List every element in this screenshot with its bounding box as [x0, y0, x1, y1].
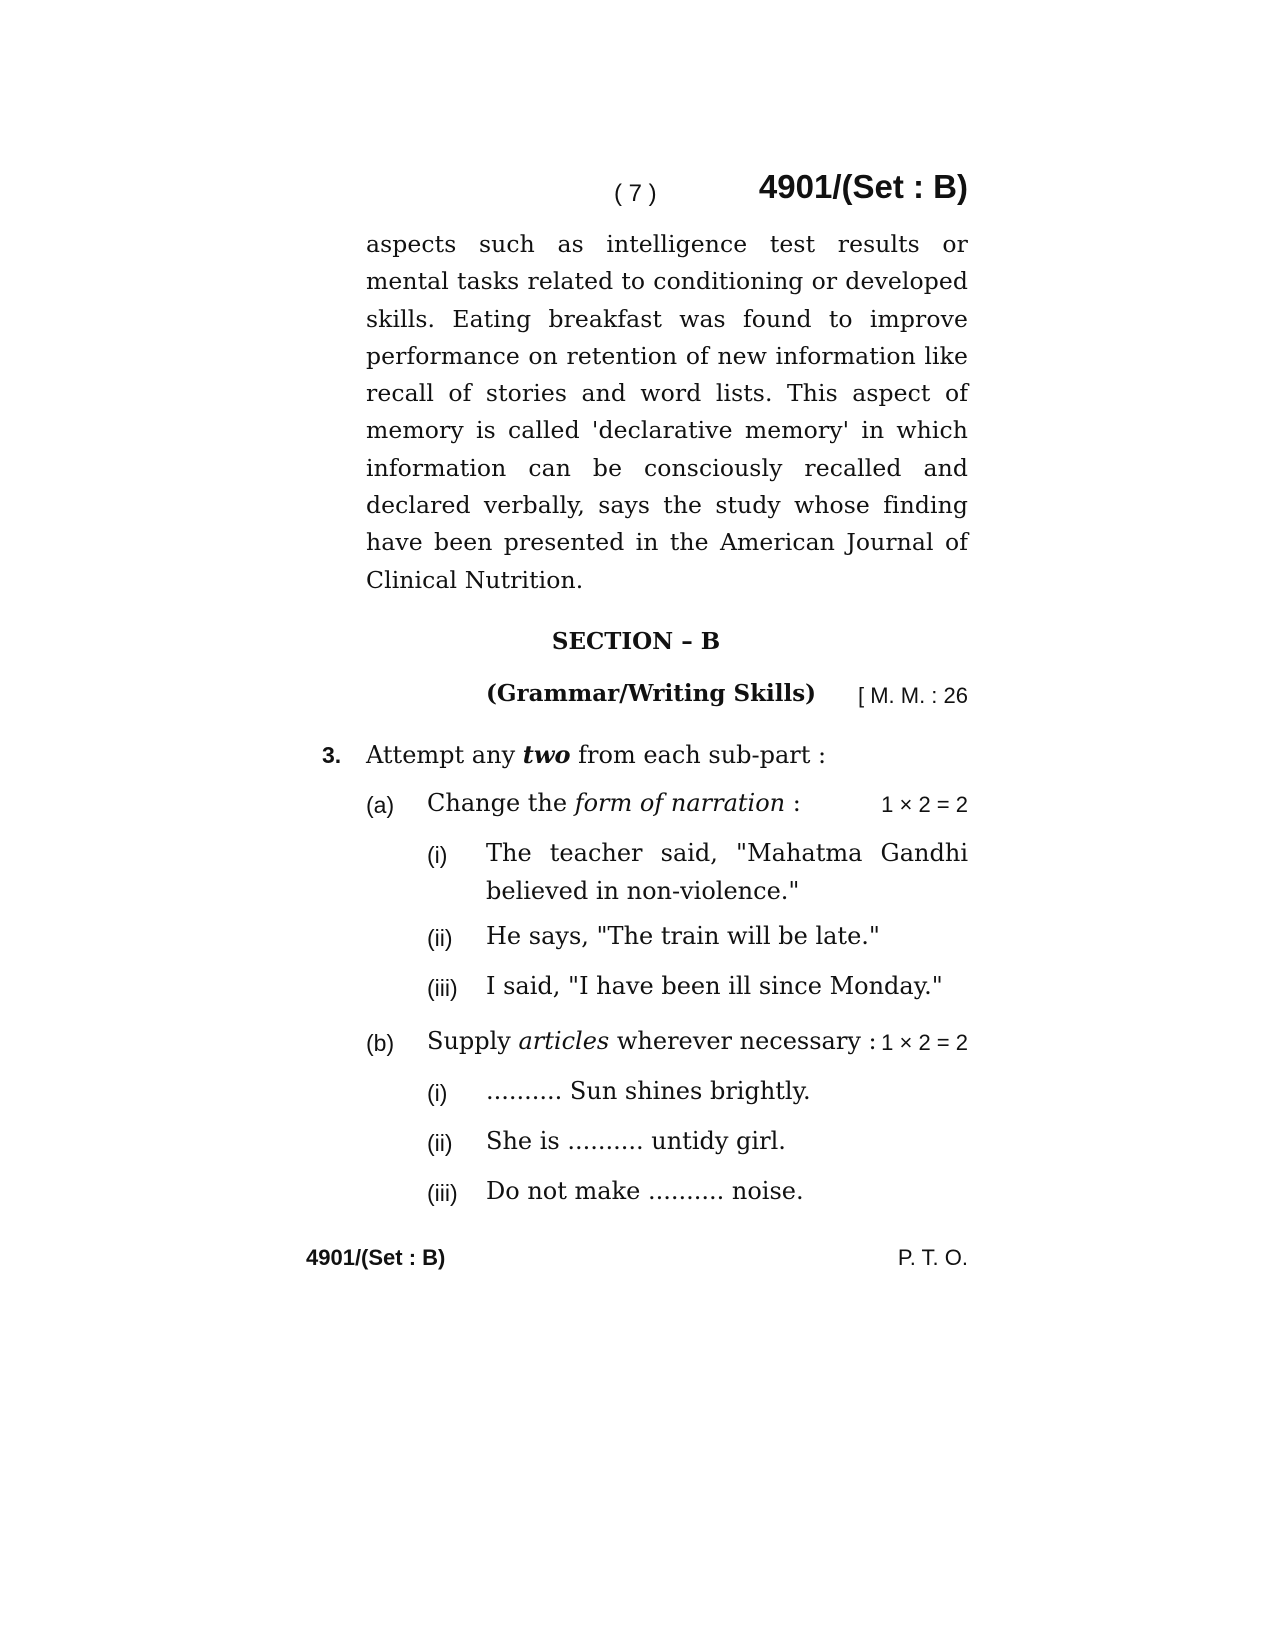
reading-passage: aspects such as intelligence test results or mental tasks related to conditioning or developed skills. Eating breakfast was found to improve performance on retention of new information like recall of stories and word lists. This aspect of memory is called 'declarative memory' in which information can be consciously recalled and declared verbally, says the study whose finding have been presented in the American Journal of Clinical Nutrition. [366, 230, 968, 594]
sub-part-a-instruction [427, 789, 801, 817]
page-number: ( 7 ) [614, 180, 657, 207]
instruction-text: from each sub-part : [570, 741, 827, 769]
instruction-text: : [785, 789, 801, 817]
instruction-emphasis: articles [518, 1027, 610, 1055]
sub-part-b-marks: 1 × 2 = 2 [881, 1030, 968, 1055]
max-marks: [ M. M. : 26 [857, 683, 968, 708]
instruction-text: Change the [427, 789, 575, 817]
item-label: (iii) [427, 1180, 458, 1206]
sub-part-a-label: (a) [366, 792, 395, 818]
sub-part-b-instruction [427, 1027, 877, 1055]
item-label: (i) [427, 842, 448, 868]
item-label: (iii) [427, 975, 458, 1001]
item-text: She is .......... untidy girl. [486, 1127, 786, 1155]
item-text: Do not make .......... noise. [486, 1177, 804, 1205]
instruction-emphasis: form of narration [574, 789, 786, 817]
section-subtitle: (Grammar/Writing Skills) [486, 680, 817, 707]
please-turn-over: P. T. O. [897, 1245, 968, 1270]
instruction-emphasis: two [522, 740, 571, 769]
item-text: He says, "The train will be late." [486, 922, 880, 950]
question-number: 3. [322, 742, 342, 768]
item-label: (ii) [427, 925, 453, 951]
paper-code-header: 4901/(Set : B) [758, 168, 968, 205]
item-label: (i) [427, 1080, 448, 1106]
section-title: SECTION – B [551, 628, 721, 655]
sub-part-a-marks: 1 × 2 = 2 [881, 792, 968, 817]
item-text: I said, "I have been ill since Monday." [486, 972, 943, 1000]
item-text: The teacher said, "Mahatma Gandhi believed in non-violence." [486, 839, 968, 905]
instruction-text: wherever necessary : [609, 1027, 877, 1055]
question-instruction [366, 740, 826, 769]
sub-part-b-label: (b) [366, 1030, 395, 1056]
instruction-text: Supply [427, 1027, 519, 1055]
item-label: (ii) [427, 1130, 453, 1156]
paper-code-footer: 4901/(Set : B) [306, 1245, 446, 1270]
item-text: .......... Sun shines brightly. [486, 1077, 811, 1105]
instruction-text: Attempt any [366, 741, 523, 769]
